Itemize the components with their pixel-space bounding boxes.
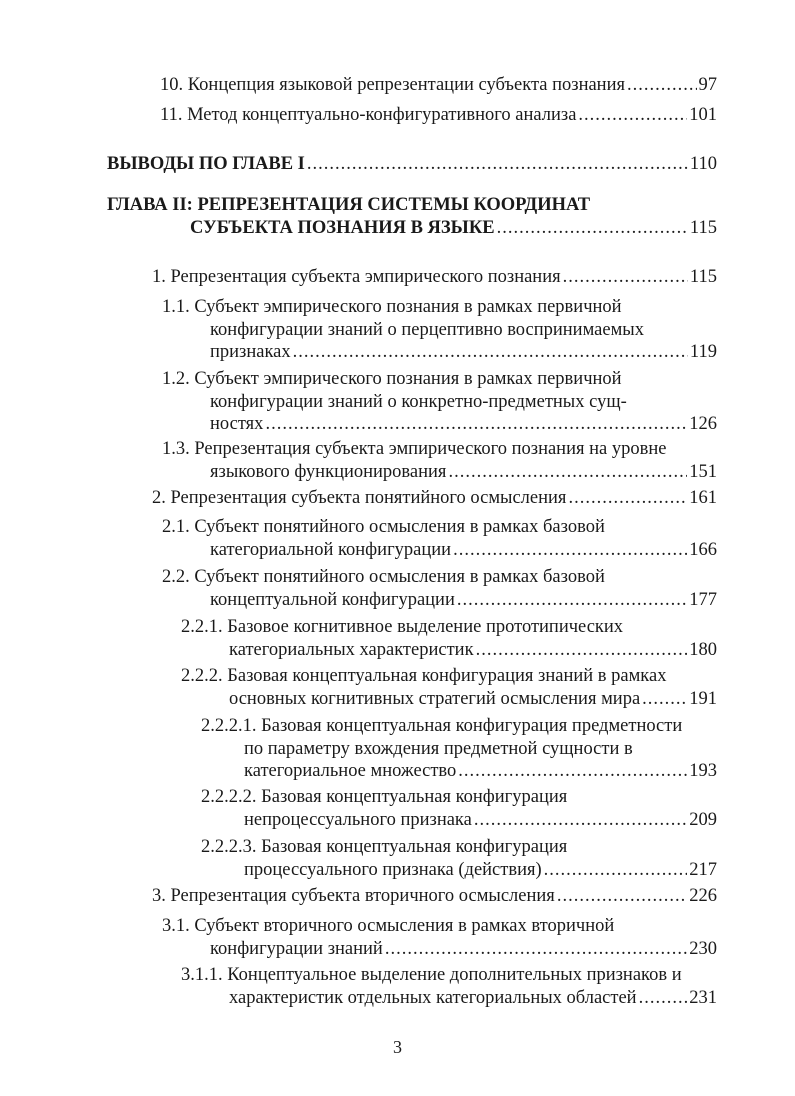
toc-entry-title: конфигурации знаний (210, 938, 383, 959)
toc-entry-line: по параметру вхождения предметной сущности в (244, 738, 633, 759)
toc-entry-title: непроцессуального признака (244, 809, 472, 830)
toc-entry-line: ГЛАВА II: РЕПРЕЗЕНТАЦИЯ СИСТЕМЫ КООРДИНАТ (107, 195, 591, 215)
toc-entry-line: 1.2. Субъект эмпирического познания в рамках первичной (162, 369, 622, 389)
toc-page-number: 177 (689, 589, 717, 610)
leader-dots (563, 266, 688, 289)
toc-page-number: 166 (689, 539, 717, 560)
toc-page-number: 101 (689, 105, 717, 125)
toc-entry-line: 2.2. Субъект понятийного осмысления в рамках базовой (162, 567, 605, 587)
toc-entry-title: языкового функционирования (210, 461, 447, 482)
toc-page-number: 217 (689, 859, 717, 880)
toc-entry (107, 194, 717, 239)
toc-entry (162, 516, 717, 561)
toc-entry-title: категориальное множество (244, 761, 457, 781)
leader-dots (448, 461, 687, 484)
leader-dots (627, 74, 697, 97)
toc-entry-title: концептуальной конфигурации (210, 589, 455, 610)
toc-entry-line: 2.2.2.1. Базовая концептуальная конфигурация предметности (201, 716, 683, 736)
toc-entry (181, 964, 717, 1009)
toc-page-number: 115 (689, 267, 717, 287)
toc-entry-title: признаках (210, 342, 291, 362)
toc-page-number: 115 (689, 217, 717, 238)
toc-page-number: 110 (689, 154, 717, 174)
leader-dots (544, 859, 688, 882)
toc-page-number: 180 (689, 639, 717, 660)
toc-entry-line: 1.3. Репрезентация субъекта эмпирического познания на уровне (162, 439, 667, 459)
toc-page-number: 151 (689, 461, 717, 482)
toc-entry (152, 885, 717, 908)
toc-page-number: 193 (689, 761, 717, 781)
leader-dots (476, 639, 688, 662)
toc-entry-title: 11. Метод концептуально-конфигуративного анализа (160, 105, 577, 125)
toc-entry (162, 296, 717, 364)
toc-entry (201, 786, 717, 831)
leader-dots (497, 217, 688, 240)
toc-entry-title: категориальных характеристик (229, 639, 474, 660)
toc-page-number: 230 (689, 938, 717, 959)
page-number: 3 (393, 1037, 402, 1057)
leader-dots (458, 760, 687, 783)
toc-entry-line: 2.2.2.3. Базовая концептуальная конфигурация (201, 837, 568, 857)
leader-dots (307, 153, 688, 176)
toc-page-number: 126 (689, 414, 717, 434)
toc-entry-title: ностях (210, 414, 264, 434)
leader-dots (474, 809, 687, 832)
toc-entry-title: 1. Репрезентация субъекта эмпирического познания (152, 267, 561, 287)
toc-entry-title: ВЫВОДЫ ПО ГЛАВЕ I (107, 154, 305, 174)
toc-entry-title: процессуального признака (действия) (244, 859, 542, 880)
leader-dots (639, 987, 688, 1010)
toc-entry-line: 2.2.2. Базовая концептуальная конфигурация знаний в рамках (181, 666, 667, 686)
toc-entry (152, 266, 717, 289)
toc-entry-title: характеристик отдельных категориальных областей (229, 987, 637, 1008)
toc-entry (162, 566, 717, 611)
toc-page-number: 161 (689, 488, 717, 508)
toc-entry (160, 104, 717, 127)
leader-dots (457, 589, 687, 612)
toc-entry (181, 665, 717, 710)
leader-dots (642, 688, 687, 711)
toc-entry-line: 3.1. Субъект вторичного осмысления в рамках вторичной (162, 916, 615, 936)
leader-dots (453, 539, 687, 562)
leader-dots (385, 938, 687, 961)
toc-entry-title: основных когнитивных стратегий осмысления мира (229, 688, 641, 709)
toc-entry-title: 3. Репрезентация субъекта вторичного осмысления (152, 886, 555, 906)
toc-entry-line: 2.2.1. Базовое когнитивное выделение прототипических (181, 617, 624, 637)
leader-dots (578, 104, 687, 127)
leader-dots (293, 341, 688, 364)
toc-page-number: 97 (698, 75, 717, 95)
toc-entry (201, 836, 717, 881)
toc-entry (162, 368, 717, 436)
toc-entry-title: категориальной конфигурации (210, 539, 452, 560)
toc-entry (162, 438, 717, 483)
toc-entry (107, 153, 717, 176)
toc-entry-title: СУБЪЕКТА ПОЗНАНИЯ В ЯЗЫКЕ (190, 217, 495, 238)
toc-entry-line: 2.2.2.2. Базовая концептуальная конфигурация (201, 787, 568, 807)
toc-entry-line: конфигурации знаний о конкретно-предметных сущ- (210, 391, 627, 412)
toc-entry-title: 10. Концепция языковой репрезентации субъекта познания (160, 75, 625, 95)
leader-dots (568, 487, 687, 510)
leader-dots (265, 413, 687, 436)
toc-page-number: 231 (689, 987, 717, 1008)
toc-entry (162, 915, 717, 960)
toc-entry-line: 1.1. Субъект эмпирического познания в рамках первичной (162, 297, 622, 317)
toc-entry-line: 2.1. Субъект понятийного осмысления в рамках базовой (162, 517, 605, 537)
toc-page-number: 191 (689, 688, 717, 709)
toc-entry (152, 487, 717, 510)
toc-entry-title: 2. Репрезентация субъекта понятийного осмысления (152, 488, 567, 508)
leader-dots (557, 885, 687, 908)
toc-page-number: 119 (689, 342, 717, 362)
toc-page-number: 209 (689, 809, 717, 830)
toc-page-number: 226 (689, 886, 717, 906)
toc-entry-line: конфигурации знаний о перцептивно воспринимаемых (210, 319, 644, 340)
toc-entry (160, 74, 717, 97)
toc-entry (201, 715, 717, 783)
toc-entry-line: 3.1.1. Концептуальное выделение дополнительных признаков и (181, 965, 682, 985)
toc-entry (181, 616, 717, 661)
